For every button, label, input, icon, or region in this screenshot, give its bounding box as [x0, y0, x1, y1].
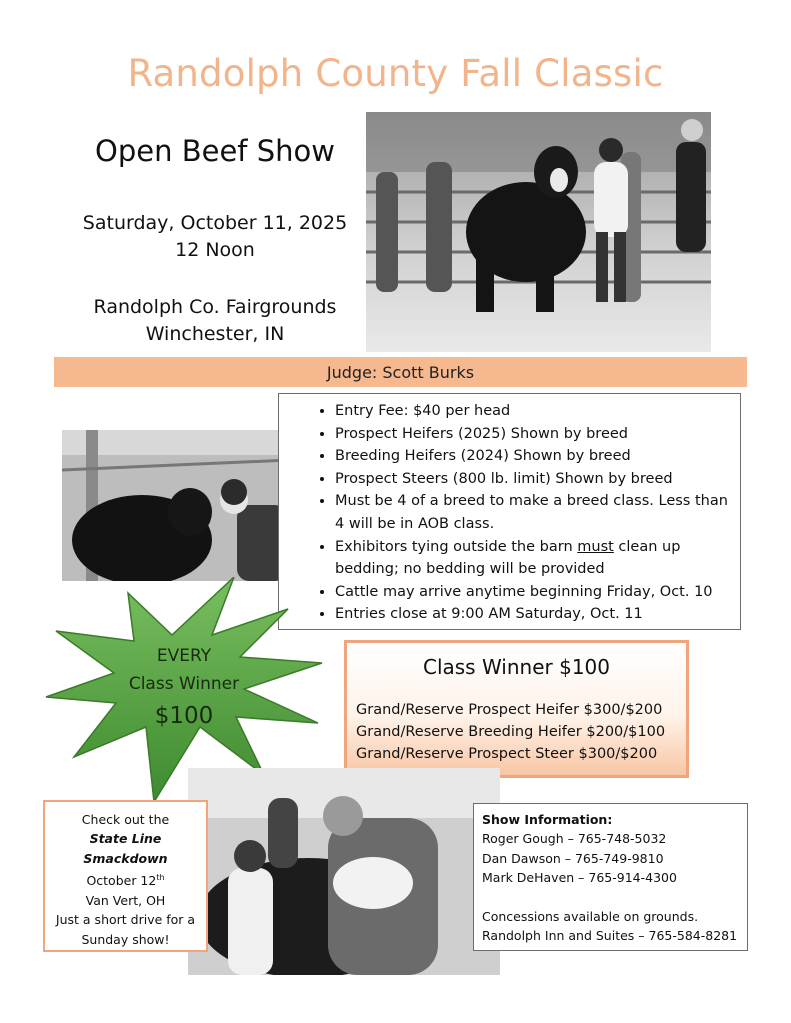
contact-heading: Show Information: — [482, 812, 613, 827]
promo-date — [45, 868, 206, 891]
photo-handshake — [188, 768, 500, 975]
rules-list — [279, 400, 740, 626]
list-item — [335, 536, 740, 581]
list-item: • Prospect Heifers (2025) Shown by breed — [335, 423, 740, 446]
promo-box — [43, 800, 208, 952]
star-text-every: EVERY — [156, 646, 212, 666]
promo-date-suffix: th — [156, 873, 165, 883]
rule-emphasis: must — [577, 538, 614, 555]
contact-note: Randolph Inn and Suites – 765-584-8281 — [482, 928, 738, 944]
promo-place: Van Vert, OH — [85, 892, 166, 908]
show-date-time — [70, 210, 360, 264]
rule-text: Exhibitors tying outside the barn — [335, 538, 573, 555]
promo-event-name: State Line — [89, 831, 162, 847]
rules-box — [278, 393, 741, 630]
prize-title: Class Winner $100 — [422, 655, 610, 679]
promo-line: Just a short drive for a — [55, 912, 196, 928]
list-item: • Cattle may arrive anytime beginning Friday, Oct. 10 — [335, 581, 740, 604]
venue-city: Winchester, IN — [145, 323, 285, 345]
promo-line: Sunday show! — [81, 931, 170, 947]
prize-line: Grand/Reserve Prospect Heifer $300/$200 — [356, 702, 663, 718]
promo-event-name: Smackdown — [83, 850, 168, 866]
prize-line: Grand/Reserve Prospect Steer $300/$200 — [356, 746, 658, 762]
promo-line: Check out the — [81, 812, 170, 827]
contact-person: Dan Dawson – 765-749-9810 — [482, 850, 664, 866]
show-name: Open Beef Show — [95, 134, 335, 168]
contact-person: Roger Gough – 765-748-5032 — [482, 831, 667, 847]
contact-person: Mark DeHaven – 765-914-4300 — [482, 870, 677, 886]
prize-line: Grand/Reserve Breeding Heifer $200/$100 — [356, 724, 666, 740]
show-date: Saturday, October 11, 2025 — [82, 212, 348, 234]
rule-text: clean up bedding; no bedding will be provided — [335, 538, 681, 578]
show-venue — [70, 294, 360, 348]
contact-box — [473, 803, 748, 951]
show-time: 12 Noon — [175, 239, 255, 261]
photo-heifer-show-ring — [366, 112, 711, 352]
judge-banner: Judge: Scott Burks — [54, 357, 747, 387]
list-item: • Entry Fee: $40 per head — [335, 400, 740, 423]
star-text-class-winner: Class Winner — [128, 674, 240, 694]
star-text-amount: $100 — [154, 703, 214, 729]
list-item: • Must be 4 of a breed to make a breed class. Less than 4 will be in AOB class. — [335, 490, 740, 535]
photo-exhibitor-calf — [62, 430, 290, 581]
list-item: • Breeding Heifers (2024) Shown by breed — [335, 445, 740, 468]
venue-name: Randolph Co. Fairgrounds — [93, 296, 337, 318]
list-item: • Prospect Steers (800 lb. limit) Shown by breed — [335, 468, 740, 491]
promo-date-text: October 12 — [86, 873, 157, 889]
contact-note: Concessions available on grounds. — [482, 909, 699, 925]
flyer-title: Randolph County Fall Classic — [127, 52, 664, 95]
list-item: • Entries close at 9:00 AM Saturday, Oct. 11 — [335, 603, 740, 626]
